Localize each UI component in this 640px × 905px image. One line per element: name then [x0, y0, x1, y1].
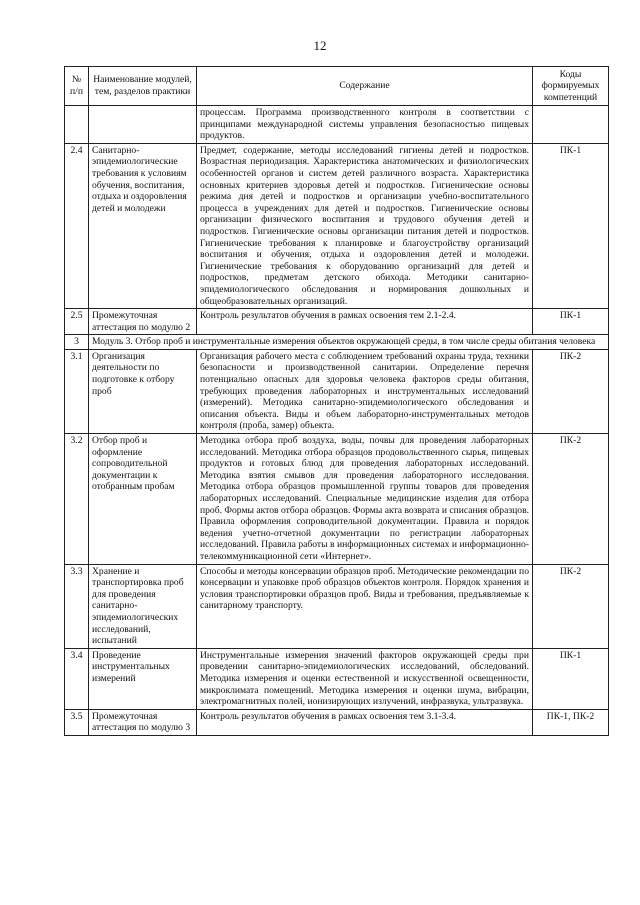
header-codes: Коды формируемых компетенций [533, 67, 609, 106]
topic-content: Организация рабочего места с соблюдением требований охраны труда, техники безопасности и производственной санитарии. Определение перечня потенциально опасных для здоровья человека факторов среды обитания, требующих проведения лабораторных и инструментальных исследований (измерений). Методика санитарно-эпидемиологического обследования и описания объекта. Виды и объем лабораторно-инструментальных методов контроля (проба, замер) объекта. [197, 349, 533, 433]
row-number: 2.4 [65, 143, 89, 308]
topic-content: Способы и методы консервации образцов проб. Методические рекомендации по консервации и упаковке проб образцов объектов контроля. Порядок хранения и условия транспортировки образцов проб. Виды и требования, предъявляемые к санитарному транспорту. [197, 564, 533, 648]
row-number: 3.5 [65, 709, 89, 735]
table-row [65, 106, 609, 144]
table-row [65, 709, 609, 735]
header-name: Наименование модулей, тем, разделов практики [89, 67, 197, 106]
topic-name: Отбор проб и оформление сопроводительной документации к отобранным пробам [89, 434, 197, 565]
table-row [65, 143, 609, 308]
topic-content: Контроль результатов обучения в рамках освоения тем 2.1-2.4. [197, 309, 533, 335]
topic-name: Хранение и транспортировка проб для проведения санитарно-эпидемиологических исследований, испытаний [89, 564, 197, 648]
competence-code: ПК-1 [533, 309, 609, 335]
competence-code: ПК-2 [533, 434, 609, 565]
competence-code: ПК-2 [533, 564, 609, 648]
row-number: 2.5 [65, 309, 89, 335]
row-number: 3.2 [65, 434, 89, 565]
table-row [65, 309, 609, 335]
program-table [64, 66, 609, 736]
page-number: 12 [313, 38, 327, 53]
row-number [65, 106, 89, 144]
row-number: 3.1 [65, 349, 89, 433]
topic-name [89, 106, 197, 144]
topic-content: процессам. Программа производственного контроля в соответствии с принципами международной системы управления безопасностью пищевых продуктов. [197, 106, 533, 144]
competence-code: ПК-1 [533, 648, 609, 709]
competence-code: ПК-1, ПК-2 [533, 709, 609, 735]
module-row [65, 335, 609, 350]
competence-code [533, 106, 609, 144]
table-row [65, 648, 609, 709]
module-title: Модуль 3. Отбор проб и инструментальные измерения объектов окружающей среды, в том числе среды обитания человека [89, 335, 609, 350]
topic-name: Санитарно-эпидемиологические требования к условиям обучения, воспитания, отдыха и оздоровления детей и молодежи [89, 143, 197, 308]
row-number: 3 [65, 335, 89, 350]
topic-name: Проведение инструментальных измерений [89, 648, 197, 709]
topic-content: Предмет, содержание, методы исследований гигиены детей и подростков. Возрастная периодизация. Характеристика анатомических и физиологических особенностей органов и систем детей различного возраста. Характеристика основных критериев здоровья детей и подростков. Гигиенические основы режима дня детей и подростков и организации учебно-воспитательного процесса в учреждениях для детей и подростков. Гигиенические основы организации физического воспитания и трудового обучения детей и подростков. Гигиенические основы организации питания детей и подростков. Гигиенические требования к планировке и благоустройству организаций воспитания и обучения, отдыха и оздоровления детей и молодежи. Гигиенические требования к оборудованию организаций для детей и подростков, предметам детского обихода. Методики санитарно-эпидемиологического обследования и нормирования дошкольных и общеобразовательных организаций. [197, 143, 533, 308]
topic-name: Промежуточная аттестация по модулю 3 [89, 709, 197, 735]
topic-name: Промежуточная аттестация по модулю 2 [89, 309, 197, 335]
table-row [65, 349, 609, 433]
topic-content: Контроль результатов обучения в рамках освоения тем 3.1-3.4. [197, 709, 533, 735]
competence-code: ПК-1 [533, 143, 609, 308]
table-header-row [65, 67, 609, 106]
topic-content: Инструментальные измерения значений факторов окружающей среды при проведении санитарно-эпидемиологических исследований, обследований. Методика измерения и оценки естественной и искусственной освещенности, микроклимата помещений. Методика измерения и оценки шума, вибрации, электромагнитных полей, ионизирующих излучений, инфразвука, ультразвука. [197, 648, 533, 709]
competence-code: ПК-2 [533, 349, 609, 433]
header-content: Содержание [197, 67, 533, 106]
row-number: 3.3 [65, 564, 89, 648]
row-number: 3.4 [65, 648, 89, 709]
table-row [65, 434, 609, 565]
table-row [65, 564, 609, 648]
header-num: № п/п [65, 67, 89, 106]
topic-content: Методика отбора проб воздуха, воды, почвы для проведения лабораторных исследований. Методика отбора образцов продовольственного сырья, пищевых продуктов и готовых блюд для проведения лабораторных исследований. Методика взятия смывов для проведения лабораторного исследования. Методика отбора образцов промышленной группы товаров для проведения лабораторных исследований. Специальные медицинские изделия для отбора проб. Формы актов отбора образцов. Формы акта возврата и списания образцов. Правила оформления сопроводительной документации. Правила и порядок ведения учетно-отчетной документации по регистрации лабораторных исследований. Правила работы в информационных системах и информационно-телекоммуникационной сети «Интернет». [197, 434, 533, 565]
topic-name: Организация деятельности по подготовке к отбору проб [89, 349, 197, 433]
